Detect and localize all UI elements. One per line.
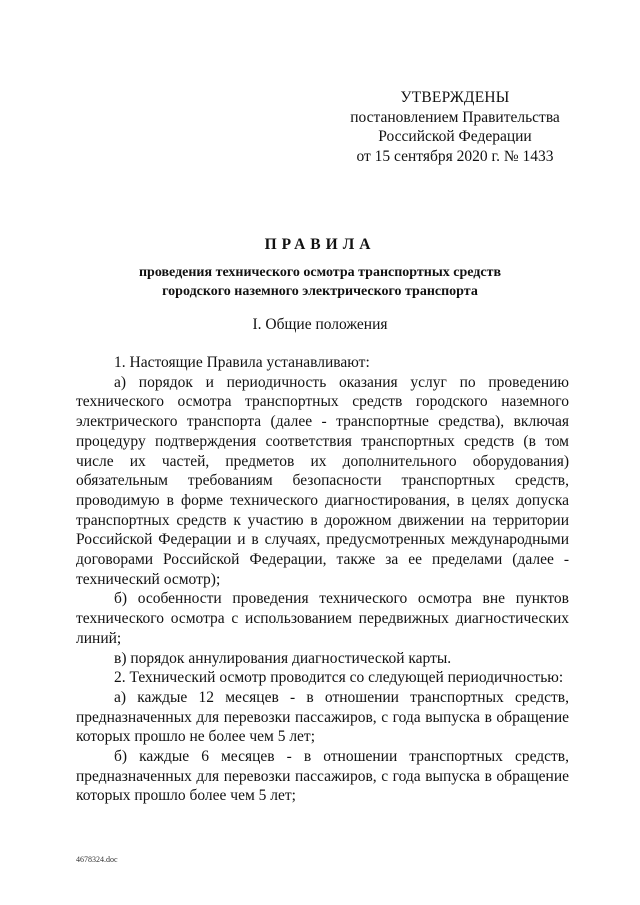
approval-line-1: постановлением Правительства: [350, 108, 560, 126]
paragraph-1b: б) особенности проведения технического осмотра вне пунктов технического осмотра с использованием передвижных диагностических линий;: [76, 590, 569, 647]
document-subtitle: [0, 263, 640, 301]
paragraph-2b: б) каждые 6 месяцев - в отношении транспортных средств, предназначенных для перевозки пассажиров, с года выпуска в обращение которых прошло более чем 5 лет;: [76, 748, 569, 805]
approval-block: [330, 88, 580, 166]
paragraph-2a: а) каждые 12 месяцев - в отношении транспортных средств, предназначенных для перевозки пассажиров, с года выпуска в обращение которых прошло не более чем 5 лет;: [76, 688, 569, 746]
paragraph-1a: а) порядок и периодичность оказания услуг по проведению технического осмотра транспортных средств городского наземного электрического транспорта (далее - транспортные средства), включая процедуру подтверждения соответствия транспортных средств (в том числе их частей, предметов их дополнительного оборудования) обязательным требованиям безопасности транспортных средств, проводимую в форме технического диагностирования, в целях допуска транспортных средств к участию в дорожном движении на территории Российской Федерации и в случаях, предусмотренных международными договорами Российской Федерации, также за ее пределами (далее - технический осмотр);: [76, 373, 569, 588]
file-name-footer: 4678324.doc: [76, 855, 118, 864]
subtitle-line-1: проведения технического осмотра транспортных средств: [138, 265, 502, 280]
paragraph-2: 2. Технический осмотр проводится со следующей периодичностью:: [114, 669, 564, 687]
section-heading: I. Общие положения: [252, 316, 388, 333]
subtitle-line-2: городского наземного электрического транспорта: [162, 284, 478, 299]
paragraph-1: 1. Настоящие Правила устанавливают:: [114, 354, 370, 371]
approval-heading: УТВЕРЖДЕНЫ: [400, 89, 510, 106]
document-title: ПРАВИЛА: [264, 236, 376, 253]
document-body: [76, 353, 569, 806]
approval-line-3: от 15 сентября 2020 г. № 1433: [356, 147, 554, 165]
paragraph-1c: в) порядок аннулирования диагностической карты.: [114, 649, 452, 667]
approval-line-2: Российской Федерации: [378, 128, 532, 145]
